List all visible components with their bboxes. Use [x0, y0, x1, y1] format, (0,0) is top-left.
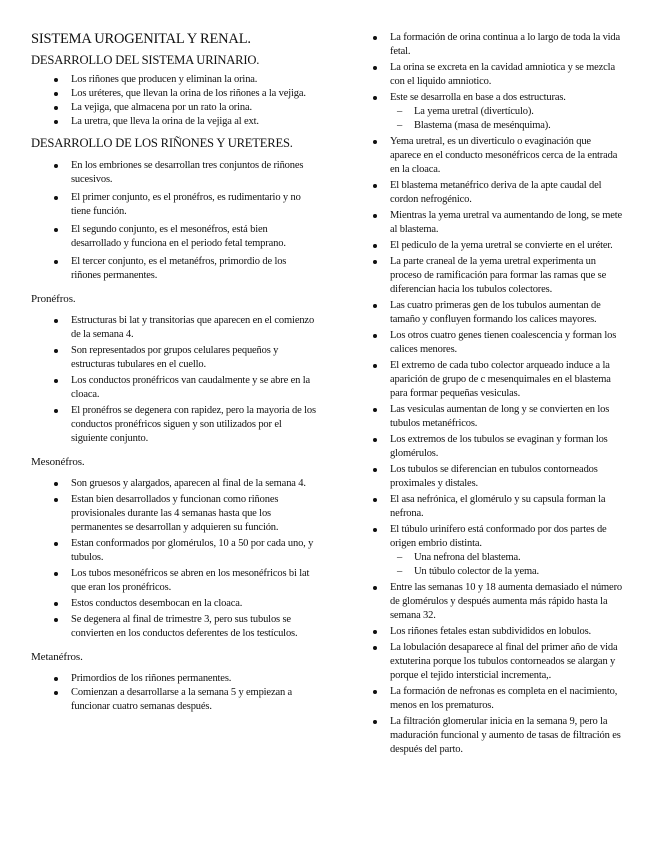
list-item: Primordios de los riñones permanentes. — [31, 672, 317, 686]
urinario-list — [31, 73, 317, 129]
list-item: Estan conformados por glomérulos, 10 a 50 por cada uno, y tubulos. — [31, 537, 317, 565]
section-heading-pronefros: Pronéfros. — [31, 293, 76, 305]
list-item: El segundo conjunto, es el mesonéfros, está bien desarrollado y funciona en el periodo fetal temprano. — [31, 223, 317, 251]
section-heading-metanefros: Metanéfros. — [31, 651, 83, 663]
list-item: Los uréteres, que llevan la orina de los riñones a la vejiga. — [31, 87, 317, 101]
list-item: La uretra, que lleva la orina de la vejiga al ext. — [31, 115, 317, 129]
list-item: Son gruesos y alargados, aparecen al final de la semana 4. — [31, 477, 317, 491]
list-item: Comienzan a desarrollarse a la semana 5 y empiezan a funcionar cuatro semanas después. — [31, 686, 317, 714]
section-heading-urinario: DESARROLLO DEL SISTEMA URINARIO. — [31, 53, 260, 67]
list-item: Los otros cuatro genes tienen coalescencia y forman los calices menores. — [370, 329, 623, 357]
list-item: Estos conductos desembocan en la cloaca. — [31, 597, 317, 611]
list-item: Este se desarrolla en base a dos estructuras. — [370, 91, 623, 105]
list-item: Se degenera al final de trimestre 3, pero sus tubulos se convierten en los conductos deferentes de los testículos. — [31, 613, 317, 641]
right-sublist-b — [370, 551, 623, 579]
list-item: La parte craneal de la yema uretral experimenta un proceso de ramificación para formar las ramas que se diferencian hacia los tubulos colectores. — [370, 255, 623, 297]
list-item: Los riñones fetales estan subdivididos en lobulos. — [370, 625, 623, 639]
list-item: El asa nefrónica, el glomérulo y su capsula forman la nefrona. — [370, 493, 623, 521]
right-column — [370, 31, 623, 757]
sub-list-item: – Un túbulo colector de la yema. — [370, 565, 623, 579]
list-item: La orina se excreta en la cavidad amniotica y se mezcla con el liquido amniotico. — [370, 61, 623, 89]
left-column — [31, 30, 317, 714]
rinones-list — [31, 159, 317, 283]
list-item: El túbulo urinífero está conformado por dos partes de origen embrio distinta. — [370, 523, 623, 551]
sub-list-item: – La yema uretral (divertículo). — [370, 105, 623, 119]
list-item: El pronéfros se degenera con rapidez, pero la mayoria de los conductos pronéfricos siguen y son utilizados por el siguiente conjunto. — [31, 404, 317, 446]
list-item: El pediculo de la yema uretral se convierte en el uréter. — [370, 239, 623, 253]
list-item: Los extremos de los tubulos se evaginan y forman los glomérulos. — [370, 433, 623, 461]
list-item: La formación de nefronas es completa en el nacimiento, menos en los prematuros. — [370, 685, 623, 713]
list-item: El extremo de cada tubo colector arqueado induce a la aparición de grupo de c mesenquimales en el blastema para formar pequeñas vesiculas. — [370, 359, 623, 401]
list-item: La lobulación desaparece al final del primer año de vida extuterina porque los tubulos contorneados se alargan y porque el tejido intersticial incrementa,. — [370, 641, 623, 683]
list-item: Entre las semanas 10 y 18 aumenta demasiado el número de glomérulos y después aumenta más rápido hasta la semana 32. — [370, 581, 623, 623]
list-item: La filtración glomerular inicia en la semana 9, pero la maduración funcional y aumento de tasas de filtración es después del parto. — [370, 715, 623, 757]
list-item: La formación de orina continua a lo largo de toda la vida fetal. — [370, 31, 623, 59]
list-item: Los conductos pronéfricos van caudalmente y se abre en la cloaca. — [31, 374, 317, 402]
list-item: Los riñones que producen y eliminan la orina. — [31, 73, 317, 87]
sub-list-item: – Blastema (masa de mesénquima). — [370, 119, 623, 133]
sub-list-item: – Una nefrona del blastema. — [370, 551, 623, 565]
list-item: El tercer conjunto, es el metanéfros, primordio de los riñones permanentes. — [31, 255, 317, 283]
list-item: Estructuras bi lat y transitorias que aparecen en el comienzo de la semana 4. — [31, 314, 317, 342]
list-item: En los embriones se desarrollan tres conjuntos de riñones sucesivos. — [31, 159, 317, 187]
right-list-c — [370, 581, 623, 757]
right-list-b — [370, 135, 623, 551]
list-item: Las cuatro primeras gen de los tubulos aumentan de tamaño y confluyen formando los calices mayores. — [370, 299, 623, 327]
list-item: El primer conjunto, es el pronéfros, es rudimentario y no tiene función. — [31, 191, 317, 219]
list-item: Mientras la yema uretral va aumentando de long, se mete al blastema. — [370, 209, 623, 237]
right-sublist-a — [370, 105, 623, 133]
list-item: Los tubos mesonéfricos se abren en los mesonéfricos bi lat que eran los pronéfricos. — [31, 567, 317, 595]
right-list-a — [370, 31, 623, 105]
list-item: La vejiga, que almacena por un rato la orina. — [31, 101, 317, 115]
section-heading-rinones: DESARROLLO DE LOS RIÑONES Y URETERES. — [31, 136, 293, 150]
list-item: Estan bien desarrollados y funcionan como riñones provisionales durante las 4 semanas hasta que los permanentes se desarrollan y adquieren su función. — [31, 493, 317, 535]
metanefros-list — [31, 672, 317, 714]
pronefros-list — [31, 314, 317, 446]
list-item: Yema uretral, es un diverticulo o evaginación que aparece en el conducto mesonéfricos cerca de la entrada en la cloaca. — [370, 135, 623, 177]
section-heading-mesonefros: Mesonéfros. — [31, 456, 85, 468]
list-item: Los tubulos se diferencian en tubulos contorneados proximales y distales. — [370, 463, 623, 491]
mesonefros-list — [31, 477, 317, 641]
list-item: Son representados por grupos celulares pequeños y estructuras tubulares en el cuello. — [31, 344, 317, 372]
list-item: Las vesiculas aumentan de long y se convierten en los tubulos metanéfricos. — [370, 403, 623, 431]
document-title: SISTEMA UROGENITAL Y RENAL. — [31, 31, 251, 47]
list-item: El blastema metanéfrico deriva de la apte caudal del cordon nefrogénico. — [370, 179, 623, 207]
